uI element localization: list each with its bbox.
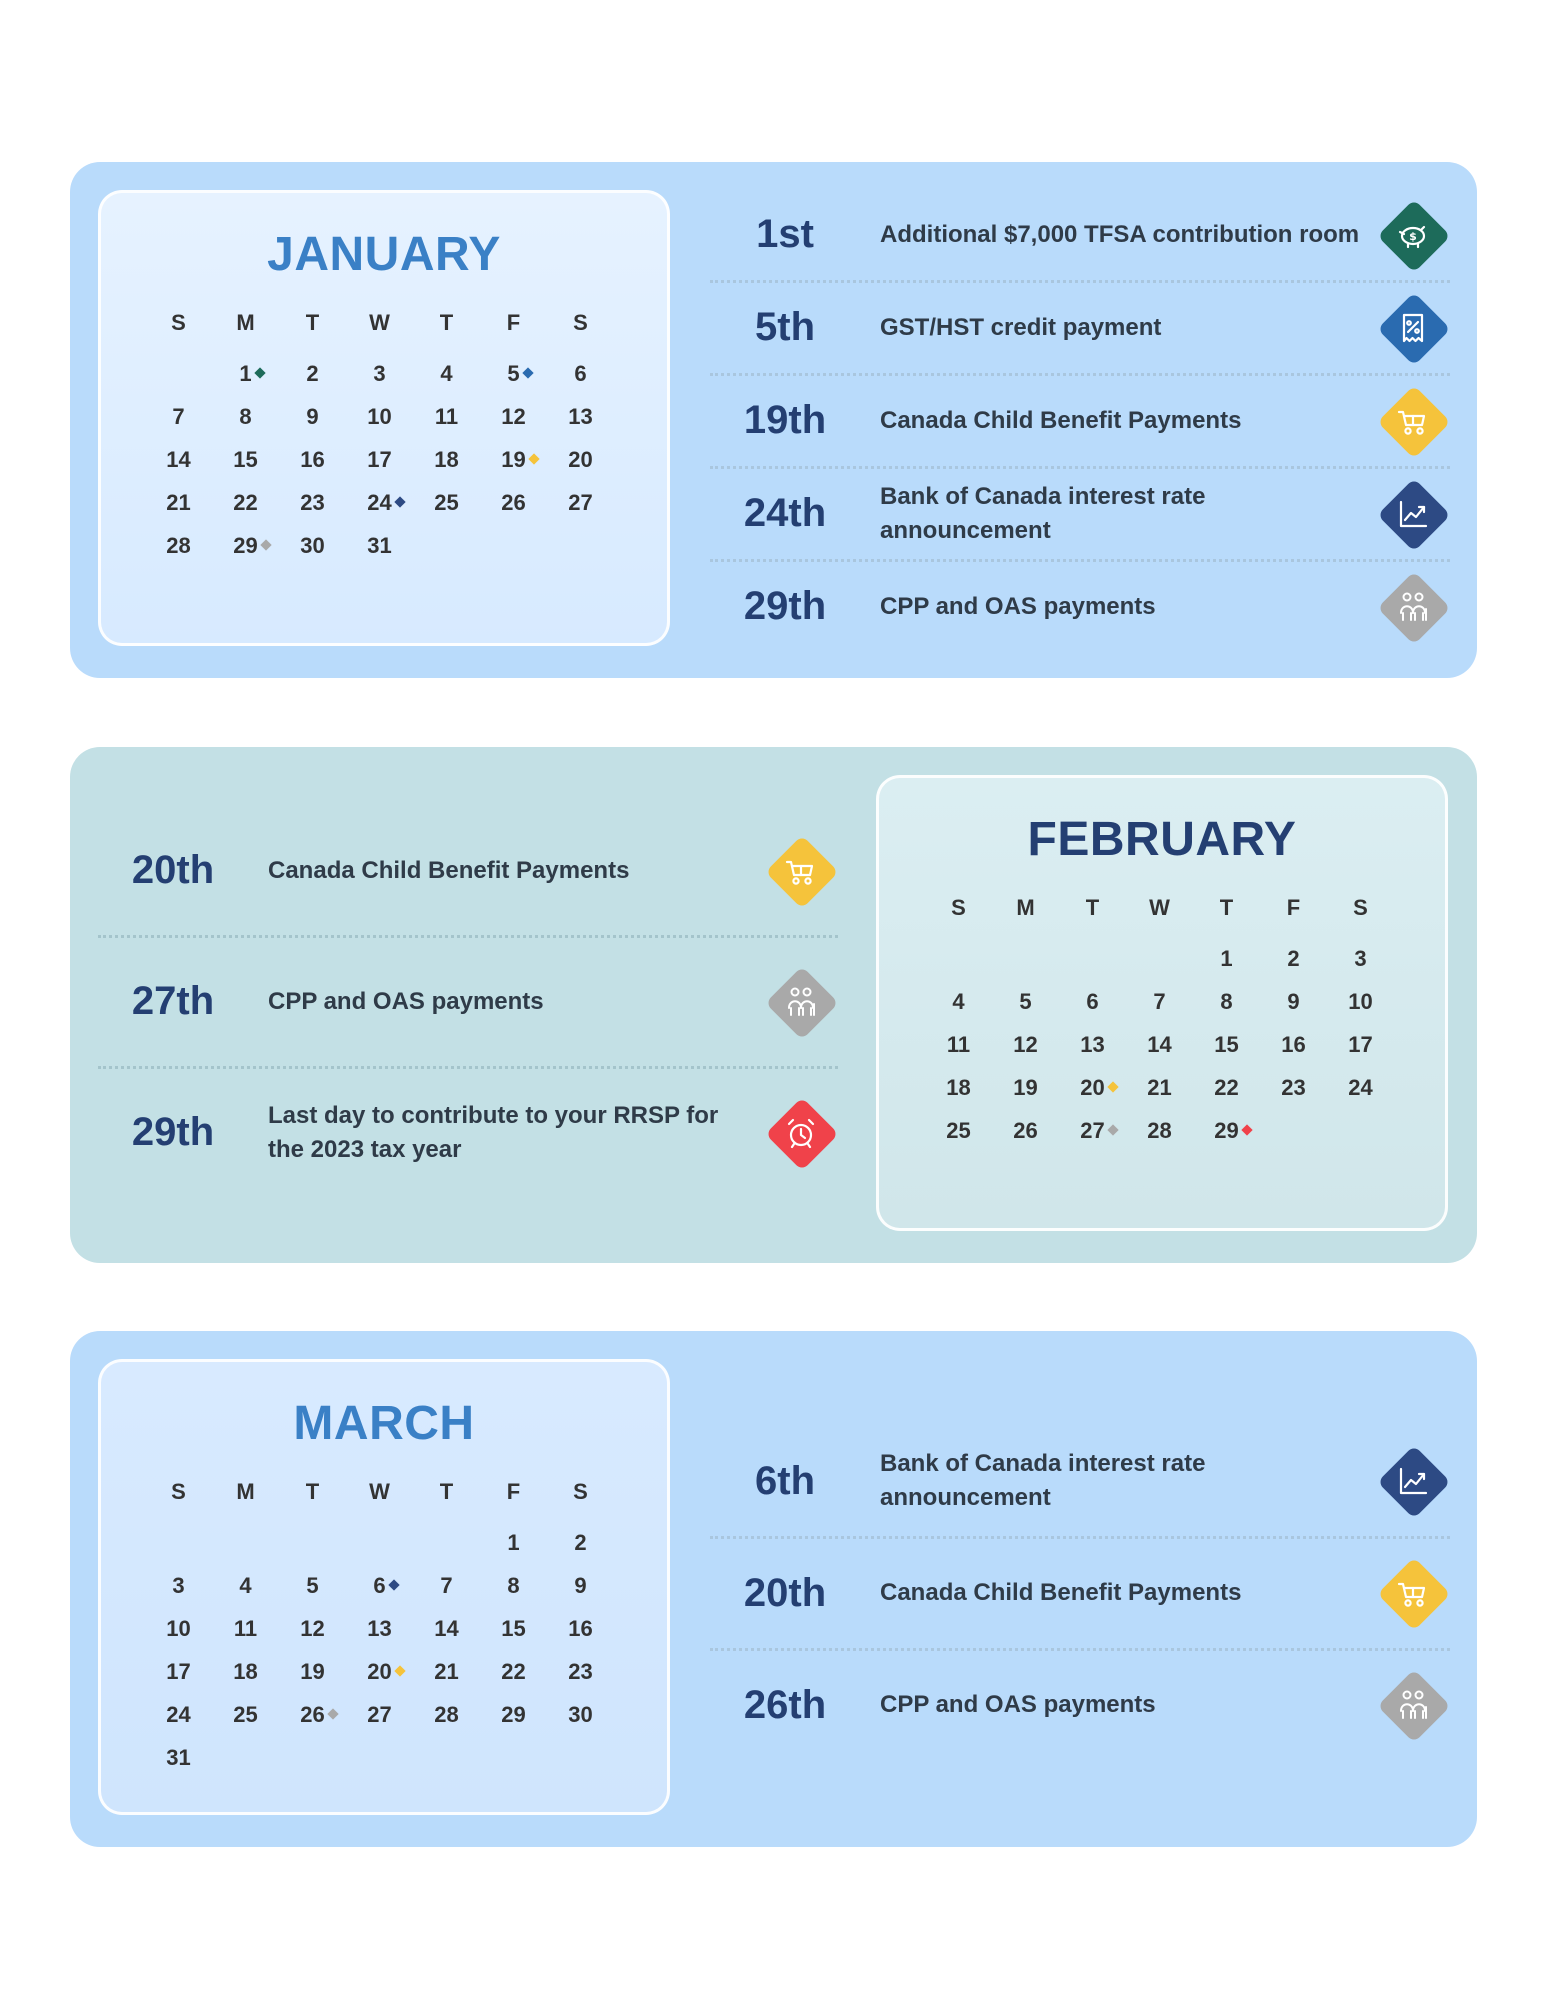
day-cell[interactable] xyxy=(279,1607,346,1650)
day-cell[interactable] xyxy=(547,352,614,395)
weekday-header: S xyxy=(171,310,186,335)
february-section xyxy=(70,747,1477,1263)
day-number: 4 xyxy=(952,989,965,1014)
event-marker-icon xyxy=(254,367,265,378)
day-number: 23 xyxy=(1281,1075,1306,1100)
empty-day-cell xyxy=(1059,937,1126,980)
event-date: 1st xyxy=(756,212,814,256)
day-cell[interactable] xyxy=(547,395,614,438)
day-number: 2 xyxy=(306,361,319,386)
day-number: 14 xyxy=(166,447,191,472)
receipt-percent-icon xyxy=(1376,291,1450,365)
day-cell[interactable] xyxy=(145,1693,212,1736)
day-number: 12 xyxy=(501,404,526,429)
day-number: 13 xyxy=(568,404,593,429)
day-cell[interactable] xyxy=(925,1066,992,1109)
day-number: 16 xyxy=(568,1616,593,1641)
day-cell[interactable] xyxy=(547,1564,614,1607)
event-description: Additional $7,000 TFSA contribution room xyxy=(880,220,1360,248)
day-number: 24 xyxy=(1348,1075,1373,1100)
day-number: 5 xyxy=(1019,989,1032,1014)
weekday-header: M xyxy=(1016,895,1035,920)
event-marker-icon xyxy=(528,453,539,464)
day-number: 11 xyxy=(233,1616,258,1641)
day-cell[interactable] xyxy=(346,481,413,524)
event-row[interactable] xyxy=(710,1651,1450,1759)
day-number: 27 xyxy=(1080,1118,1105,1143)
event-row[interactable] xyxy=(98,807,838,934)
day-cell[interactable] xyxy=(547,1521,614,1564)
day-number: 10 xyxy=(367,404,392,429)
march-calendar xyxy=(98,1359,670,1815)
day-cell[interactable] xyxy=(480,1650,547,1693)
event-row[interactable] xyxy=(710,376,1450,465)
day-cell[interactable] xyxy=(1193,937,1260,980)
day-cell[interactable] xyxy=(1126,1066,1193,1109)
day-number: 1 xyxy=(1220,946,1233,971)
day-number: 14 xyxy=(434,1616,459,1641)
day-number: 30 xyxy=(568,1702,593,1727)
day-cell[interactable] xyxy=(480,481,547,524)
weekday-header: S xyxy=(951,895,966,920)
day-number: 31 xyxy=(367,533,392,558)
trend-chart-icon xyxy=(1376,477,1450,551)
day-cell[interactable] xyxy=(346,1650,413,1693)
weekday-header: M xyxy=(236,310,255,335)
day-number: 14 xyxy=(1147,1032,1172,1057)
day-cell[interactable] xyxy=(279,524,346,567)
day-number: 9 xyxy=(574,1573,587,1598)
day-number: 7 xyxy=(1153,989,1166,1014)
event-row[interactable] xyxy=(710,190,1450,279)
event-description: CPP and OAS payments xyxy=(880,592,1156,620)
event-row[interactable] xyxy=(98,1069,838,1196)
day-number: 23 xyxy=(300,490,325,515)
day-cell[interactable] xyxy=(346,352,413,395)
day-number: 8 xyxy=(239,404,252,429)
day-number: 19 xyxy=(300,1659,325,1684)
event-marker-icon xyxy=(394,1665,405,1676)
weekday-header: T xyxy=(305,310,320,335)
day-cell[interactable] xyxy=(346,1693,413,1736)
event-description: Bank of Canada interest rate announcement xyxy=(880,482,1206,544)
weekday-header: F xyxy=(506,310,521,335)
event-row[interactable] xyxy=(710,1539,1450,1647)
event-date: 29th xyxy=(131,1110,215,1154)
day-cell[interactable] xyxy=(346,438,413,481)
month-title: FEBRUARY xyxy=(1027,813,1297,866)
event-row[interactable] xyxy=(710,1427,1450,1535)
day-cell[interactable] xyxy=(279,1564,346,1607)
day-number: 2 xyxy=(574,1530,587,1555)
day-cell[interactable] xyxy=(1260,980,1327,1023)
day-cell[interactable] xyxy=(212,524,279,567)
day-number: 12 xyxy=(1013,1032,1038,1057)
day-number: 15 xyxy=(1214,1032,1239,1057)
day-number: 16 xyxy=(300,447,325,472)
day-cell[interactable] xyxy=(413,481,480,524)
day-cell[interactable] xyxy=(480,352,547,395)
event-date: 26th xyxy=(743,1682,827,1727)
day-cell[interactable] xyxy=(279,438,346,481)
calendar-grid xyxy=(145,1478,614,1779)
day-number: 6 xyxy=(373,1573,386,1598)
event-date: 20th xyxy=(131,848,215,892)
day-cell[interactable] xyxy=(212,1607,279,1650)
day-number: 4 xyxy=(440,361,453,386)
day-cell[interactable] xyxy=(212,1564,279,1607)
day-number: 26 xyxy=(300,1702,325,1727)
event-marker-icon xyxy=(1107,1124,1118,1135)
weekday-header: T xyxy=(439,1479,454,1504)
day-number: 19 xyxy=(1013,1075,1038,1100)
day-cell[interactable] xyxy=(413,1564,480,1607)
seniors-icon xyxy=(1376,570,1450,644)
event-row[interactable] xyxy=(710,469,1450,558)
day-number: 31 xyxy=(166,1745,191,1770)
day-number: 22 xyxy=(501,1659,526,1684)
event-date: 6th xyxy=(755,1458,815,1503)
day-number: 27 xyxy=(568,490,593,515)
day-number: 18 xyxy=(233,1659,258,1684)
day-number: 3 xyxy=(1354,946,1367,971)
event-description: Canada Child Benefit Payments xyxy=(880,1579,1242,1606)
day-cell[interactable] xyxy=(145,524,212,567)
day-number: 30 xyxy=(300,533,325,558)
day-cell[interactable] xyxy=(145,1564,212,1607)
day-number: 10 xyxy=(166,1616,191,1641)
day-number: 1 xyxy=(507,1530,520,1555)
day-cell[interactable] xyxy=(212,352,279,395)
event-date: 5th xyxy=(755,305,815,349)
day-number: 18 xyxy=(434,447,459,472)
empty-day-cell xyxy=(1126,937,1193,980)
day-number: 26 xyxy=(501,490,526,515)
day-cell[interactable] xyxy=(480,438,547,481)
day-number: 11 xyxy=(946,1032,971,1057)
day-cell[interactable] xyxy=(279,352,346,395)
event-marker-icon xyxy=(388,1579,399,1590)
weekday-header: T xyxy=(1219,895,1234,920)
day-number: 29 xyxy=(1214,1118,1239,1143)
day-cell[interactable] xyxy=(145,1607,212,1650)
calendar-grid xyxy=(925,894,1394,1152)
day-cell[interactable] xyxy=(346,1607,413,1650)
day-number: 24 xyxy=(166,1702,191,1727)
day-cell[interactable] xyxy=(1193,1109,1260,1152)
event-marker-icon xyxy=(1107,1081,1118,1092)
event-description: Last day to contribute to your RRSP for the 2023 tax year xyxy=(268,1101,719,1163)
day-number: 12 xyxy=(300,1616,325,1641)
day-number: 24 xyxy=(367,490,392,515)
day-cell[interactable] xyxy=(413,1607,480,1650)
empty-day-cell xyxy=(346,1521,413,1564)
day-number: 13 xyxy=(1080,1032,1105,1057)
day-cell[interactable] xyxy=(1327,1023,1394,1066)
day-number: 21 xyxy=(166,490,191,515)
day-cell[interactable] xyxy=(346,395,413,438)
weekday-header: S xyxy=(171,1479,186,1504)
day-cell[interactable] xyxy=(212,438,279,481)
empty-day-cell xyxy=(925,937,992,980)
day-cell[interactable] xyxy=(346,524,413,567)
day-number: 22 xyxy=(233,490,258,515)
event-marker-icon xyxy=(394,496,405,507)
event-date: 19th xyxy=(743,398,827,442)
weekday-header: W xyxy=(1149,895,1170,920)
day-number: 28 xyxy=(166,533,191,558)
day-number: 6 xyxy=(574,361,587,386)
event-description: CPP and OAS payments xyxy=(268,987,544,1015)
event-description: CPP and OAS payments xyxy=(880,1691,1156,1718)
event-row[interactable] xyxy=(98,938,838,1065)
day-number: 28 xyxy=(1147,1118,1172,1143)
day-cell[interactable] xyxy=(992,1066,1059,1109)
day-number: 7 xyxy=(172,404,185,429)
day-number: 10 xyxy=(1348,989,1373,1014)
day-number: 8 xyxy=(507,1573,520,1598)
stroller-icon xyxy=(764,834,838,908)
day-cell[interactable] xyxy=(346,1564,413,1607)
event-date: 24th xyxy=(743,491,827,535)
day-number: 25 xyxy=(946,1118,971,1143)
day-number: 5 xyxy=(306,1573,319,1598)
weekday-header: S xyxy=(573,310,588,335)
day-number: 9 xyxy=(306,404,319,429)
weekday-header: W xyxy=(369,1479,390,1504)
day-cell[interactable] xyxy=(1193,1023,1260,1066)
day-cell[interactable] xyxy=(413,1650,480,1693)
event-description: Bank of Canada interest rate announcement xyxy=(880,1450,1206,1511)
day-cell[interactable] xyxy=(279,481,346,524)
day-cell[interactable] xyxy=(480,1521,547,1564)
day-cell[interactable] xyxy=(925,1109,992,1152)
day-number: 4 xyxy=(239,1573,252,1598)
day-number: 3 xyxy=(172,1573,185,1598)
day-cell[interactable] xyxy=(145,395,212,438)
event-description: GST/HST credit payment xyxy=(880,313,1162,341)
stroller-icon xyxy=(1376,384,1450,458)
day-number: 25 xyxy=(434,490,459,515)
january-calendar xyxy=(98,190,670,646)
event-date: 27th xyxy=(131,979,215,1023)
day-cell[interactable] xyxy=(480,1607,547,1650)
day-number: 17 xyxy=(1348,1032,1373,1057)
day-cell[interactable] xyxy=(480,1564,547,1607)
day-cell[interactable] xyxy=(1260,937,1327,980)
day-number: 23 xyxy=(568,1659,593,1684)
event-description: Canada Child Benefit Payments xyxy=(268,856,630,884)
seniors-icon xyxy=(764,965,838,1039)
empty-day-cell xyxy=(992,937,1059,980)
weekday-header: W xyxy=(369,310,390,335)
svg-text:$: $ xyxy=(1409,229,1417,243)
day-number: 28 xyxy=(434,1702,459,1727)
weekday-header: T xyxy=(1085,895,1100,920)
day-cell[interactable] xyxy=(145,1736,212,1779)
day-cell[interactable] xyxy=(1327,980,1394,1023)
day-number: 17 xyxy=(367,447,392,472)
empty-day-cell xyxy=(212,1521,279,1564)
day-cell[interactable] xyxy=(1327,937,1394,980)
weekday-header: T xyxy=(439,310,454,335)
weekday-header: M xyxy=(236,1479,255,1504)
weekday-header: F xyxy=(1286,895,1301,920)
weekday-header: S xyxy=(1353,895,1368,920)
day-number: 9 xyxy=(1287,989,1300,1014)
event-description: Canada Child Benefit Payments xyxy=(880,406,1242,434)
day-number: 19 xyxy=(501,447,526,472)
event-date: 29th xyxy=(743,584,827,628)
day-cell[interactable] xyxy=(992,1023,1059,1066)
day-cell[interactable] xyxy=(413,352,480,395)
day-number: 7 xyxy=(440,1573,453,1598)
day-number: 6 xyxy=(1086,989,1099,1014)
day-number: 21 xyxy=(434,1659,459,1684)
day-cell[interactable] xyxy=(1126,980,1193,1023)
day-number: 16 xyxy=(1281,1032,1306,1057)
day-cell[interactable] xyxy=(279,1693,346,1736)
day-number: 8 xyxy=(1220,989,1233,1014)
empty-day-cell xyxy=(145,1521,212,1564)
day-cell[interactable] xyxy=(547,1693,614,1736)
day-cell[interactable] xyxy=(1059,1023,1126,1066)
event-row[interactable] xyxy=(710,283,1450,372)
day-cell[interactable] xyxy=(1260,1023,1327,1066)
day-cell[interactable] xyxy=(413,438,480,481)
weekday-header: F xyxy=(506,1479,521,1504)
weekday-header: S xyxy=(573,1479,588,1504)
empty-day-cell xyxy=(145,352,212,395)
day-cell[interactable] xyxy=(925,980,992,1023)
day-cell[interactable] xyxy=(145,438,212,481)
event-row[interactable] xyxy=(710,562,1450,651)
day-number: 1 xyxy=(239,361,252,386)
day-number: 3 xyxy=(373,361,386,386)
day-cell[interactable] xyxy=(480,395,547,438)
day-number: 5 xyxy=(507,361,520,386)
day-cell[interactable] xyxy=(413,395,480,438)
day-number: 25 xyxy=(233,1702,258,1727)
day-cell[interactable] xyxy=(145,1650,212,1693)
day-number: 15 xyxy=(501,1616,526,1641)
day-number: 11 xyxy=(434,404,459,429)
day-cell[interactable] xyxy=(547,481,614,524)
day-cell[interactable] xyxy=(1059,1066,1126,1109)
day-cell[interactable] xyxy=(145,481,212,524)
march-section xyxy=(70,1331,1477,1847)
february-calendar xyxy=(876,775,1448,1231)
weekday-header: T xyxy=(305,1479,320,1504)
day-cell[interactable] xyxy=(480,1693,547,1736)
empty-day-cell xyxy=(413,1521,480,1564)
day-number: 17 xyxy=(166,1659,191,1684)
day-cell[interactable] xyxy=(1327,1066,1394,1109)
event-marker-icon xyxy=(522,367,533,378)
day-number: 26 xyxy=(1013,1118,1038,1143)
day-cell[interactable] xyxy=(279,395,346,438)
day-number: 2 xyxy=(1287,946,1300,971)
day-cell[interactable] xyxy=(1059,1109,1126,1152)
day-number: 21 xyxy=(1147,1075,1172,1100)
day-number: 29 xyxy=(233,533,258,558)
day-number: 20 xyxy=(367,1659,392,1684)
day-number: 20 xyxy=(1080,1075,1105,1100)
day-number: 15 xyxy=(233,447,258,472)
month-title: JANUARY xyxy=(267,228,501,281)
day-cell[interactable] xyxy=(1193,1066,1260,1109)
day-cell[interactable] xyxy=(547,1607,614,1650)
event-marker-icon xyxy=(1241,1124,1252,1135)
day-number: 22 xyxy=(1214,1075,1239,1100)
day-number: 13 xyxy=(367,1616,392,1641)
stroller-icon xyxy=(1376,1556,1450,1630)
january-section xyxy=(70,162,1477,678)
empty-day-cell xyxy=(279,1521,346,1564)
day-cell[interactable] xyxy=(413,1693,480,1736)
seniors-icon xyxy=(1376,1668,1450,1742)
alarm-clock-icon xyxy=(764,1096,838,1170)
piggy-bank-icon xyxy=(1376,198,1450,272)
day-cell[interactable] xyxy=(925,1023,992,1066)
event-marker-icon xyxy=(327,1708,338,1719)
day-number: 29 xyxy=(501,1702,526,1727)
day-number: 18 xyxy=(946,1075,971,1100)
day-cell[interactable] xyxy=(279,1650,346,1693)
day-cell[interactable] xyxy=(547,1650,614,1693)
calendar-grid xyxy=(145,309,614,567)
day-cell[interactable] xyxy=(547,438,614,481)
day-cell[interactable] xyxy=(1260,1066,1327,1109)
day-cell[interactable] xyxy=(992,980,1059,1023)
day-cell[interactable] xyxy=(1126,1023,1193,1066)
day-number: 27 xyxy=(367,1702,392,1727)
day-cell[interactable] xyxy=(212,481,279,524)
event-date: 20th xyxy=(743,1570,827,1615)
day-cell[interactable] xyxy=(1126,1109,1193,1152)
day-cell[interactable] xyxy=(212,395,279,438)
day-cell[interactable] xyxy=(992,1109,1059,1152)
day-cell[interactable] xyxy=(1059,980,1126,1023)
month-title: MARCH xyxy=(293,1397,475,1450)
day-cell[interactable] xyxy=(212,1650,279,1693)
day-cell[interactable] xyxy=(1193,980,1260,1023)
trend-chart-icon xyxy=(1376,1444,1450,1518)
day-number: 20 xyxy=(568,447,593,472)
day-cell[interactable] xyxy=(212,1693,279,1736)
event-marker-icon xyxy=(260,539,271,550)
